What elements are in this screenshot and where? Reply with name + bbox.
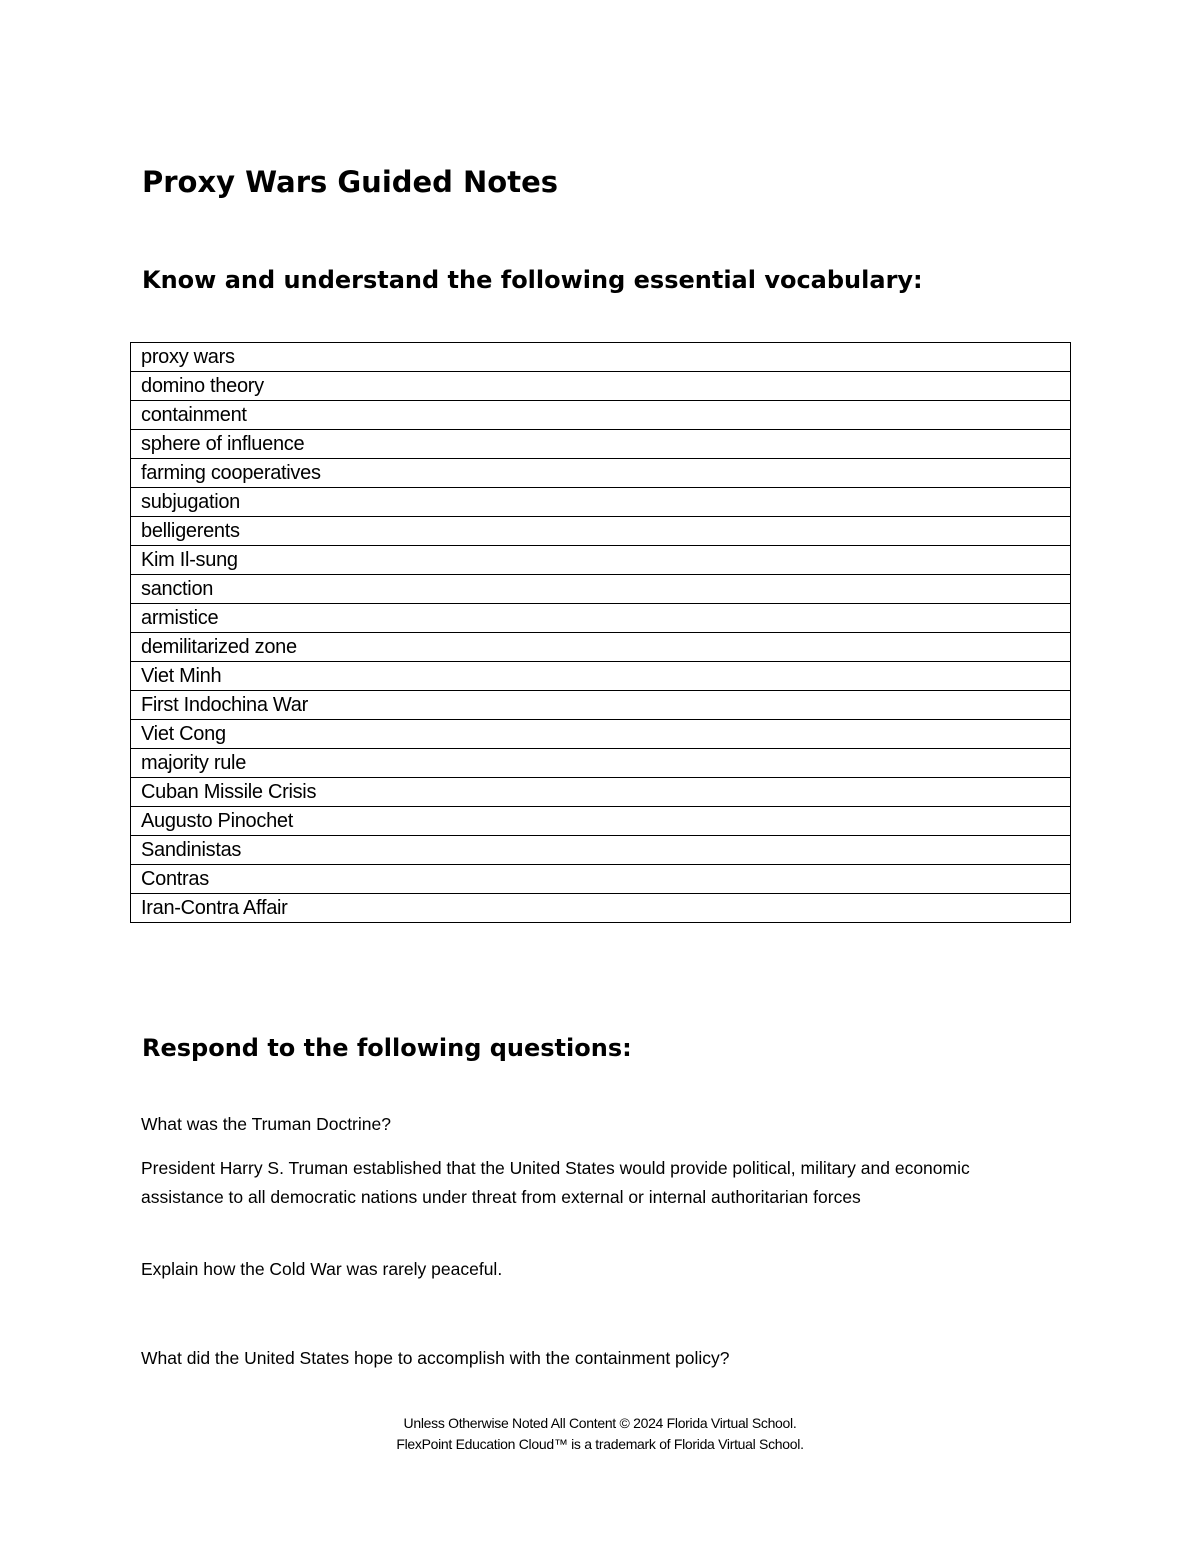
vocabulary-term: Cuban Missile Crisis [131, 778, 1071, 807]
vocabulary-term: Viet Minh [131, 662, 1071, 691]
table-row [131, 865, 1071, 894]
vocabulary-term: proxy wars [131, 343, 1071, 372]
vocabulary-term: Sandinistas [131, 836, 1071, 865]
table-row [131, 691, 1071, 720]
vocabulary-term: Iran-Contra Affair [131, 894, 1071, 923]
vocabulary-term: farming cooperatives [131, 459, 1071, 488]
answer-truman-doctrine: President Harry S. Truman established that the United States would provide political, military and economic assistance to all democratic nations under threat from external or internal authoritarian forces [141, 1158, 970, 1207]
table-row [131, 836, 1071, 865]
page-title: Proxy Wars Guided Notes [142, 165, 559, 199]
vocabulary-term: Kim Il-sung [131, 546, 1071, 575]
table-row [131, 778, 1071, 807]
questions-heading: Respond to the following questions: [142, 1034, 632, 1062]
vocabulary-term: sphere of influence [131, 430, 1071, 459]
vocabulary-term: domino theory [131, 372, 1071, 401]
vocabulary-term: subjugation [131, 488, 1071, 517]
vocabulary-term: majority rule [131, 749, 1071, 778]
vocabulary-term: Contras [131, 865, 1071, 894]
table-row [131, 807, 1071, 836]
table-row [131, 662, 1071, 691]
table-row [131, 604, 1071, 633]
table-row [131, 343, 1071, 372]
table-row [131, 488, 1071, 517]
table-row [131, 430, 1071, 459]
vocabulary-term: armistice [131, 604, 1071, 633]
vocabulary-term: belligerents [131, 517, 1071, 546]
vocabulary-term: First Indochina War [131, 691, 1071, 720]
table-row [131, 546, 1071, 575]
table-row [131, 894, 1071, 923]
table-row [131, 720, 1071, 749]
question-truman-doctrine: What was the Truman Doctrine? [141, 1114, 391, 1134]
table-row [131, 749, 1071, 778]
vocabulary-term: sanction [131, 575, 1071, 604]
table-row [131, 575, 1071, 604]
vocabulary-term: Viet Cong [131, 720, 1071, 749]
table-row [131, 633, 1071, 662]
footer-copyright: Unless Otherwise Noted All Content © 2024 Florida Virtual School. [403, 1415, 797, 1431]
table-row [131, 372, 1071, 401]
table-row [131, 401, 1071, 430]
vocabulary-heading: Know and understand the following essential vocabulary: [142, 266, 923, 294]
vocabulary-table [130, 342, 1071, 923]
vocabulary-term: containment [131, 401, 1071, 430]
table-row [131, 459, 1071, 488]
vocabulary-term: demilitarized zone [131, 633, 1071, 662]
vocabulary-term: Augusto Pinochet [131, 807, 1071, 836]
table-row [131, 517, 1071, 546]
question-cold-war: Explain how the Cold War was rarely peaceful. [141, 1259, 503, 1279]
question-containment-policy: What did the United States hope to accomplish with the containment policy? [141, 1348, 730, 1368]
footer-trademark: FlexPoint Education Cloud™ is a trademark of Florida Virtual School. [396, 1436, 804, 1452]
page-footer [0, 1413, 1200, 1455]
